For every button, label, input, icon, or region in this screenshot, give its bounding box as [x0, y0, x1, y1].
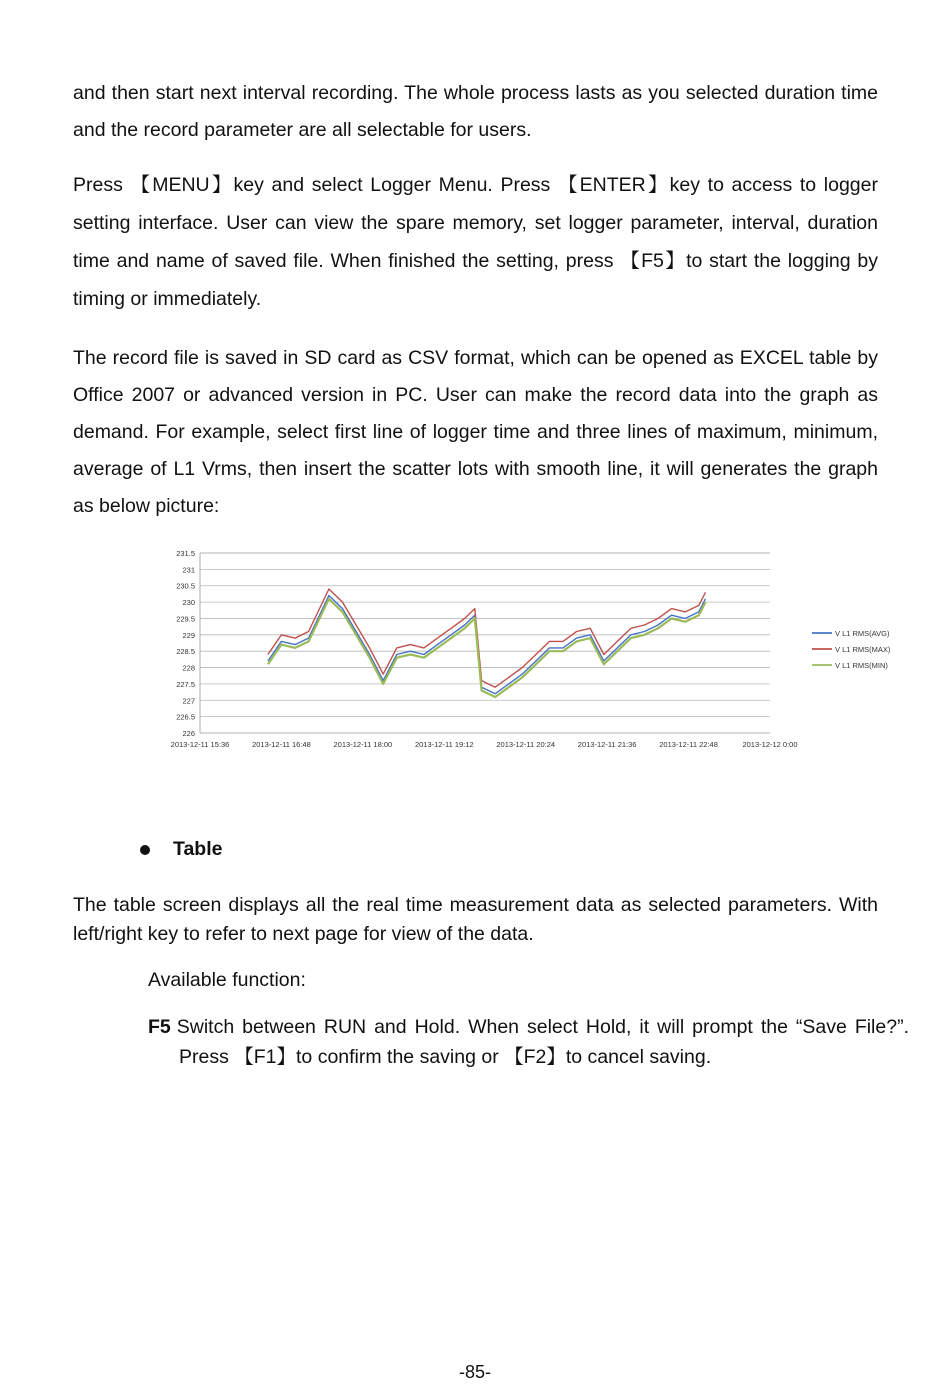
- f5-function-item: [148, 1012, 909, 1072]
- bullet-icon: [140, 845, 150, 855]
- y-tick-label: 229.5: [176, 614, 195, 624]
- section-title: Table: [173, 838, 223, 860]
- f5-description: Switch between RUN and Hold. When select Hold, it will prompt the “Save File?”. Press 【F1】to confirm the saving or 【F2】to cancel saving.: [176, 1016, 909, 1068]
- y-tick-label: 228.5: [176, 647, 195, 657]
- legend-label: V L1 RMS(AVG): [835, 629, 890, 638]
- x-tick-label: 2013-12-11 22:48: [659, 740, 718, 749]
- vrms-chart-svg: [160, 544, 895, 756]
- x-tick-label: 2013-12-11 20:24: [496, 740, 556, 749]
- legend-label: V L1 RMS(MAX): [835, 645, 891, 654]
- y-tick-label: 231.5: [176, 549, 195, 558]
- paragraph-table-screen: The table screen displays all the real time measurement data as selected parameters. With left/right key to refer to next page for view of the data.: [73, 894, 878, 945]
- y-tick-label: 228: [182, 663, 195, 673]
- y-tick-label: 229: [182, 630, 195, 640]
- y-tick-label: 227.5: [176, 679, 195, 689]
- vrms-chart: [160, 544, 895, 756]
- y-tick-label: 230.5: [176, 581, 195, 591]
- x-tick-label: 2013-12-11 19:12: [414, 740, 474, 749]
- x-tick-label: 2013-12-11 21:36: [577, 740, 637, 749]
- x-tick-label: 2013-12-12 0:00: [742, 740, 798, 749]
- paragraph-interval-recording: and then start next interval recording. The whole process lasts as you selected duration time and the record parameter are all selectable for users.: [73, 82, 878, 141]
- series-line-3: [268, 599, 706, 697]
- f5-key-label: F5: [148, 1016, 171, 1038]
- available-function-label: Available function:: [148, 969, 306, 991]
- y-tick-label: 226.5: [176, 712, 195, 722]
- y-tick-label: 230: [182, 598, 195, 608]
- series-line-1: [268, 596, 706, 694]
- y-tick-label: 227: [182, 696, 195, 706]
- section-table-heading: [140, 838, 222, 861]
- x-tick-label: 2013-12-11 18:00: [333, 740, 393, 749]
- paragraph-record-file: The record file is saved in SD card as CSV format, which can be opened as EXCEL table by Office 2007 or advanced version in PC. User can make the record data into the graph as demand. For example, select first line of logger time and three lines of maximum, minimum, average of L1 Vrms, then insert the scatter lots with smooth line, it will generates the graph as below picture:: [73, 347, 878, 517]
- y-tick-label: 231: [182, 565, 195, 575]
- page-number: -85-: [458, 1362, 491, 1382]
- x-tick-label: 2013-12-11 16:48: [252, 740, 311, 749]
- y-tick-label: 226: [182, 729, 195, 738]
- legend-label: V L1 RMS(MIN): [835, 661, 888, 670]
- paragraph-logger-menu: Press 【MENU】key and select Logger Menu. Press 【ENTER】key to access to logger setting interface. User can view the spare memory, set logger parameter, interval, duration time and name of saved file. When finished the setting, press 【F5】to start the logging by timing or immediately.: [73, 174, 878, 310]
- x-tick-label: 2013-12-11 15:36: [170, 740, 230, 749]
